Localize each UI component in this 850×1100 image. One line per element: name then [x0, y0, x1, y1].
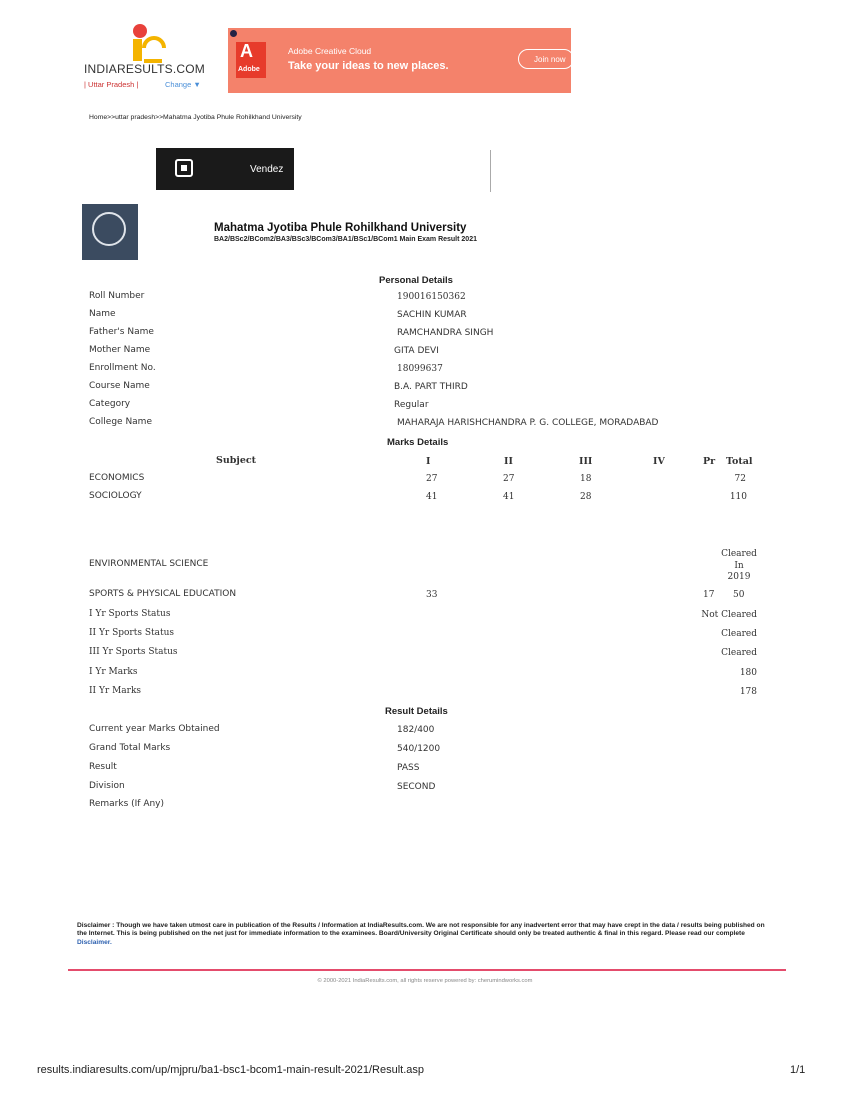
marks-details-heading: Marks Details [387, 437, 449, 448]
result-value: 540/1200 [397, 744, 441, 754]
site-logo-text[interactable]: INDIARESULTS.COM [84, 62, 205, 76]
breadcrumb[interactable]: Home>>uttar pradesh>>Mahatma Jyotiba Phule Rohilkhand University [89, 114, 302, 121]
subject-name: ENVIRONMENTAL SCIENCE [89, 559, 209, 569]
personal-details-heading: Personal Details [379, 275, 453, 286]
mark-ii: 27 [503, 474, 515, 484]
status-label: II Yr Sports Status [89, 628, 174, 638]
square-logo-inner-icon [181, 165, 187, 171]
adobe-logo-glyph: A [240, 41, 253, 61]
personal-label: Mother Name [89, 345, 151, 355]
personal-label: Course Name [89, 381, 150, 391]
personal-value: 190016150362 [397, 292, 466, 302]
personal-value: Regular [394, 400, 429, 410]
result-label: Result [89, 762, 117, 772]
mark-i: 41 [426, 492, 438, 502]
col-iv: IV [653, 456, 665, 467]
subject-name: SPORTS & PHYSICAL EDUCATION [89, 589, 237, 599]
personal-value: B.A. PART THIRD [394, 382, 468, 392]
status-label: III Yr Sports Status [89, 647, 178, 657]
result-value: PASS [397, 763, 420, 773]
mark-total: 72 [734, 474, 746, 484]
disclaimer-link[interactable]: Disclaimer. [77, 938, 112, 946]
personal-label: Roll Number [89, 291, 145, 301]
personal-value: RAMCHANDRA SINGH [397, 328, 494, 338]
status-label: I Yr Sports Status [89, 609, 171, 619]
indiaresults-logo-icon[interactable] [128, 22, 168, 66]
mark-total: 50 [733, 590, 745, 600]
personal-label: Enrollment No. [89, 363, 156, 373]
ad-tagline: Take your ideas to new places. [288, 60, 449, 72]
col-total: Total [726, 456, 753, 467]
page-number: 1/1 [790, 1064, 806, 1076]
ad-headline: Adobe Creative Cloud [288, 46, 372, 56]
mark-pr: 17 [703, 590, 715, 600]
col-ii: II [504, 456, 513, 467]
personal-value: SACHIN KUMAR [397, 310, 467, 320]
mark-ii: 41 [503, 492, 515, 502]
personal-label: Name [89, 309, 116, 319]
env-status [714, 549, 764, 584]
status-value: 180 [739, 668, 757, 678]
result-label: Remarks (If Any) [89, 799, 165, 809]
mark-total: 110 [729, 492, 747, 502]
personal-value: 18099637 [397, 364, 443, 374]
result-label: Grand Total Marks [89, 743, 171, 753]
status-value: Not Cleared [701, 610, 757, 620]
env-status-line: 2019 [727, 572, 751, 582]
status-label: I Yr Marks [89, 667, 138, 677]
env-status-line: Cleared [721, 549, 757, 559]
ad-brand: Adobe [238, 66, 260, 73]
personal-label: College Name [89, 417, 152, 427]
personal-label: Category [89, 399, 131, 409]
change-region-link[interactable]: Change ▼ [165, 80, 201, 89]
result-details-heading: Result Details [385, 706, 448, 717]
status-value: Cleared [721, 629, 757, 639]
university-name: Mahatma Jyotiba Phule Rohilkhand University [214, 222, 467, 234]
mark-i: 33 [426, 590, 438, 600]
print-url: results.indiaresults.com/up/mjpru/ba1-bsc1-bcom1-main-result-2021/Result.asp [37, 1064, 424, 1076]
exam-title: BA2/BSc2/BCom2/BA3/BSc3/BCom3/BA1/BSc1/BCom1 Main Exam Result 2021 [214, 236, 477, 243]
result-label: Division [89, 781, 125, 791]
university-seal-emblem-icon [92, 212, 126, 246]
status-value: 178 [739, 687, 757, 697]
vendez-ad-label: Vendez [250, 164, 284, 175]
subject-name: SOCIOLOGY [89, 491, 142, 501]
ad-choices-icon[interactable] [230, 30, 237, 37]
col-pr: Pr [703, 456, 716, 467]
mark-iii: 18 [580, 474, 592, 484]
ad-join-button[interactable]: Join now [518, 49, 574, 69]
personal-value: GITA DEVI [394, 346, 439, 356]
divider [490, 150, 491, 192]
status-label: II Yr Marks [89, 686, 142, 696]
region-label: | Uttar Pradesh | [84, 80, 139, 89]
col-iii: III [579, 456, 593, 467]
status-value: Cleared [721, 648, 757, 658]
result-label: Current year Marks Obtained [89, 724, 220, 734]
personal-label: Father's Name [89, 327, 154, 337]
result-value: SECOND [397, 782, 436, 792]
copyright: © 2000-2021 IndiaResults.com, all rights reserve powered by: cherumindworks.com [317, 978, 533, 984]
subject-name: ECONOMICS [89, 473, 145, 483]
col-subject: Subject [216, 455, 257, 466]
col-i: I [426, 456, 431, 467]
disclaimer [77, 922, 767, 947]
personal-value: MAHARAJA HARISHCHANDRA P. G. COLLEGE, MORADABAD [397, 418, 659, 428]
footer-divider [68, 969, 786, 971]
result-value: 182/400 [397, 725, 435, 735]
mark-i: 27 [426, 474, 438, 484]
mark-iii: 28 [580, 492, 592, 502]
disclaimer-text: Disclaimer : Though we have taken utmost care in publication of the Results / Information at IndiaResults.com. We are not responsible for any inadvertent error that may have crept in the data / results being published on the Internet. This is being published on the net just for immediate information to the examinees. Board/University Original Certificate should only be treated authentic & final in this regard. Please read our complete [77, 922, 765, 938]
env-status-line: In [734, 560, 744, 571]
